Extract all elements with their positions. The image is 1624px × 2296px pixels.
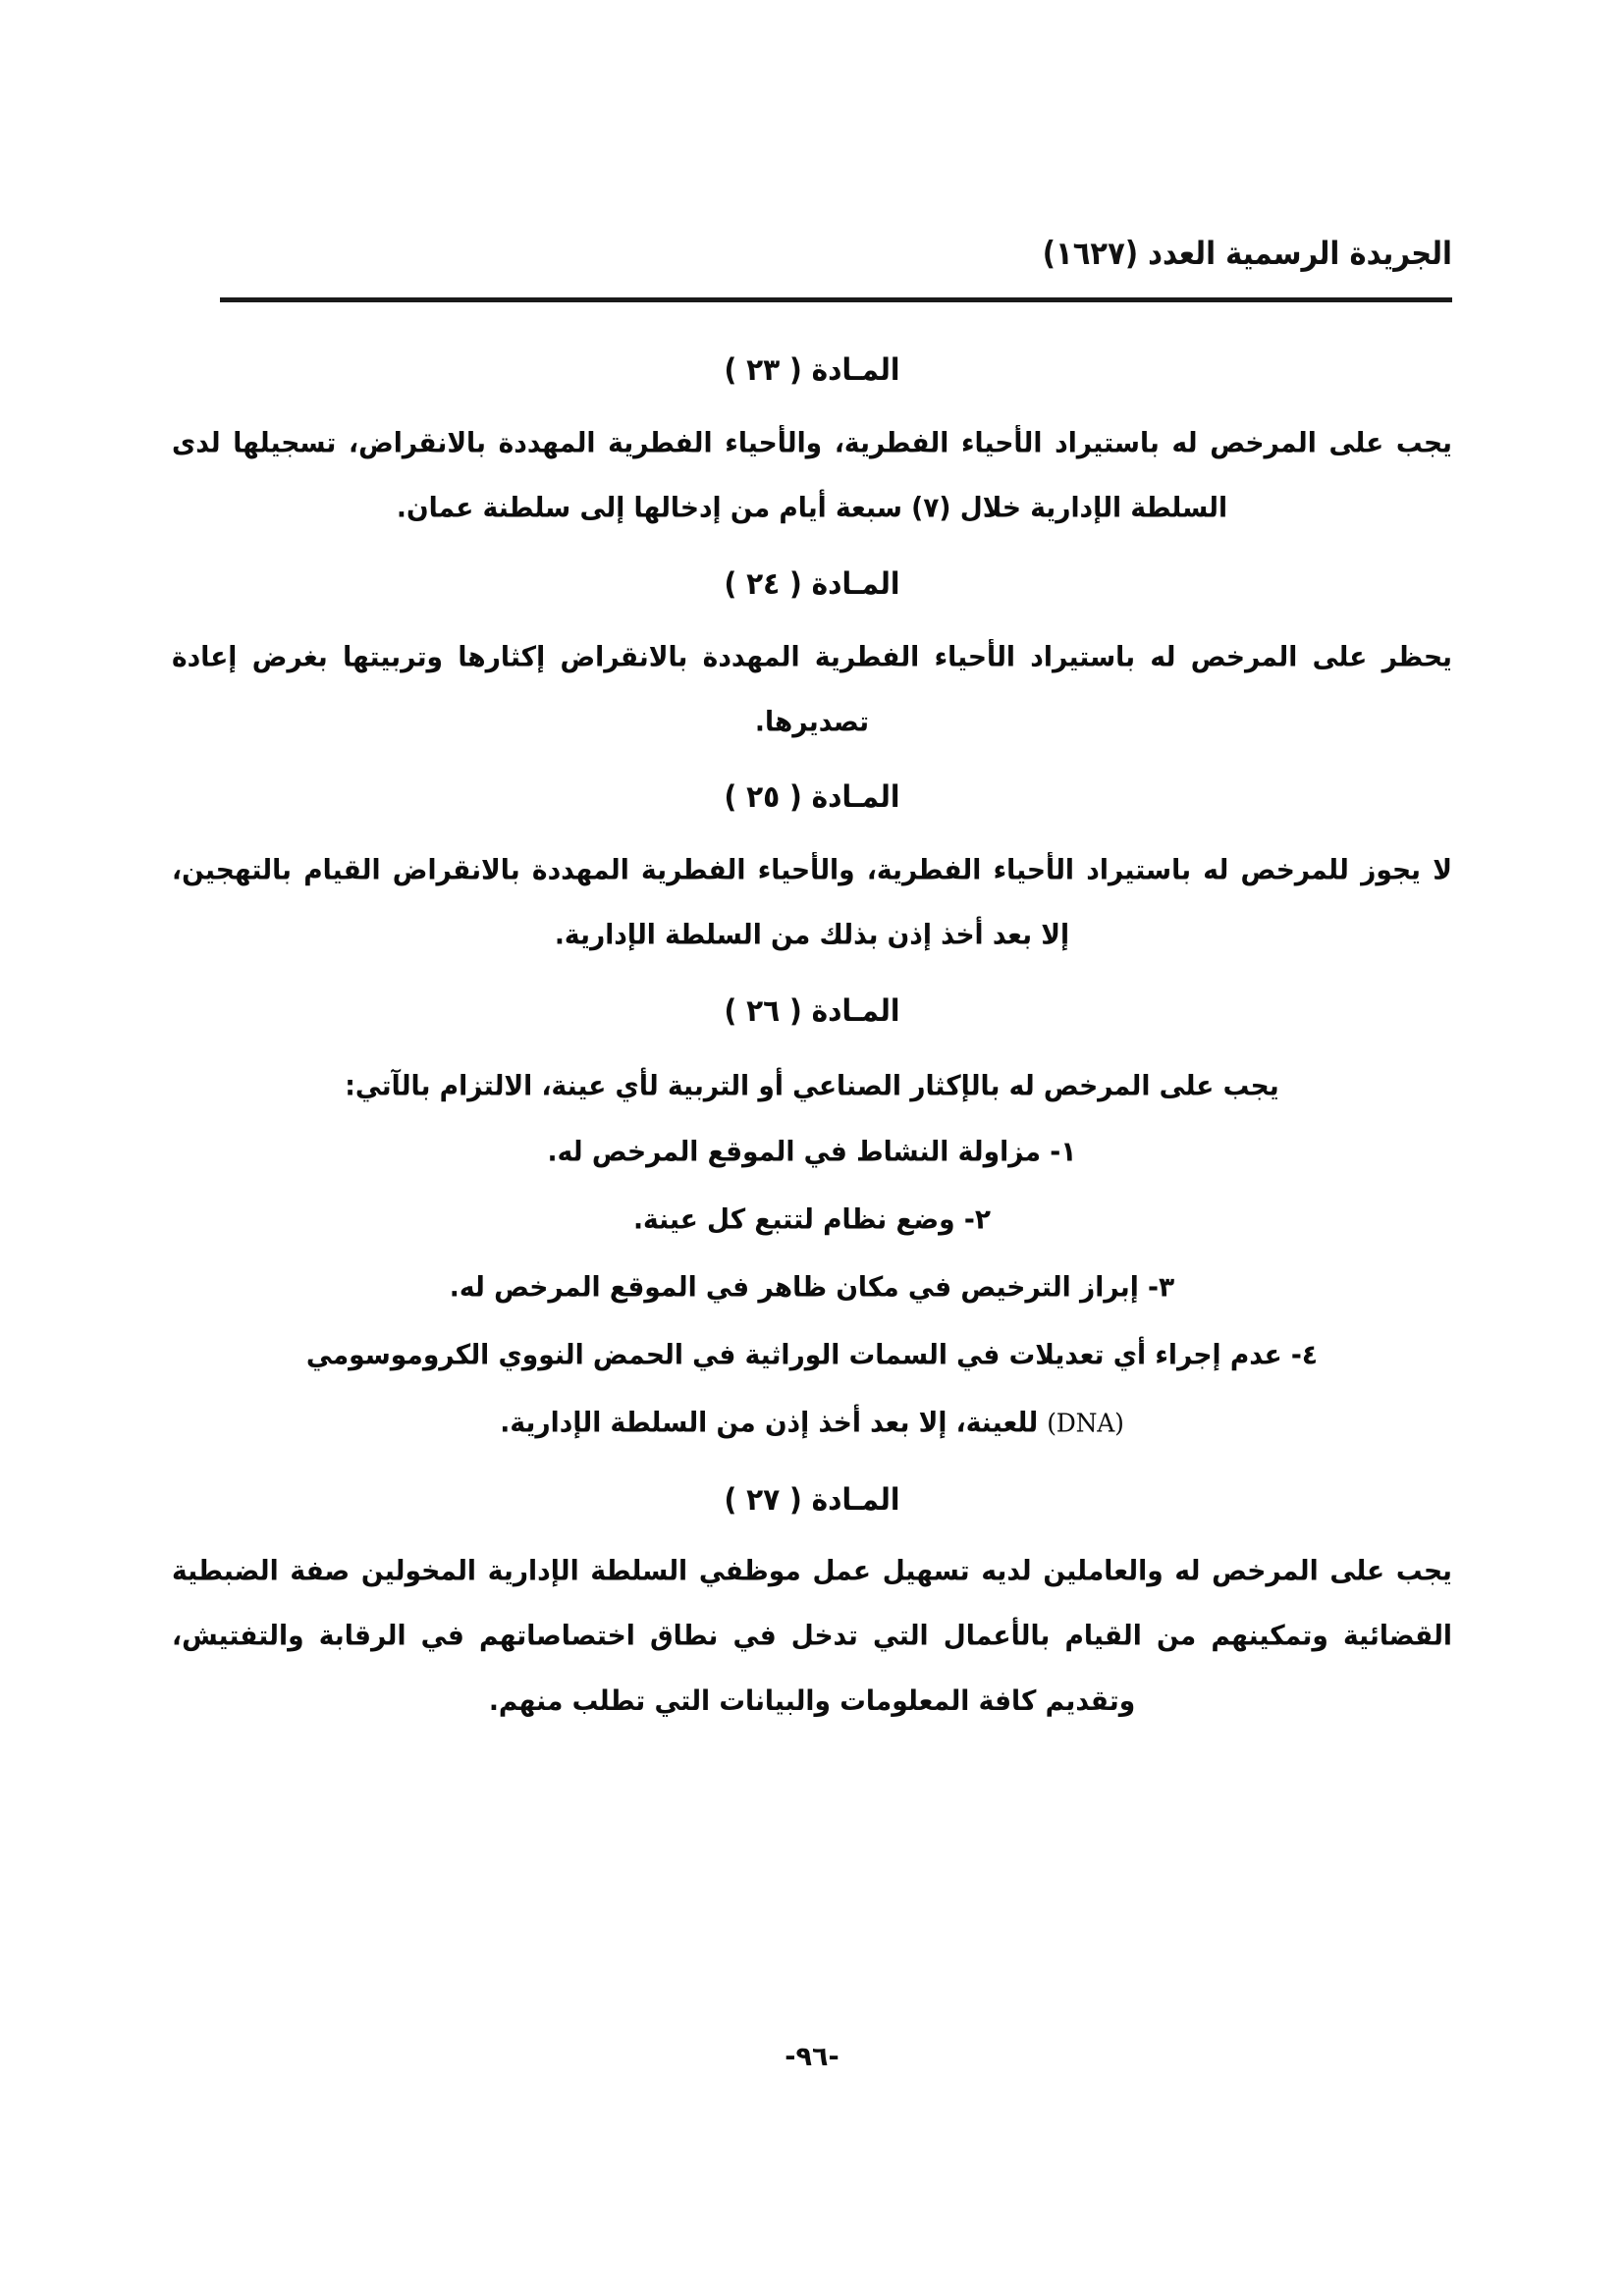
clause-item-line-one: ٤- عدم إجراء أي تعديلات في السمات الوراثية في الحمض النووي الكروموسومي [305, 1338, 1319, 1371]
gazette-title: الجريدة الرسمية العدد (١٦٢٧) [1042, 234, 1452, 273]
header-divider-rule [220, 297, 1452, 302]
article-paragraph: يحظر على المرخص له باستيراد الأحياء الفطرية المهددة بالانقراض إكثارها وتربيتها بغرض إعادة تصديرها. [172, 640, 1452, 738]
article-heading: المـادة ( ٢٥ ) [724, 778, 900, 815]
article-paragraph: يجب على المرخص له والعاملين لديه تسهيل عمل موظفي السلطة الإدارية المخولين صفة الضبطية القضائية وتمكينهم من القيام بالأعمال التي تدخل في نطاق اختصاصاتهم في الرقابة والتفتيش، وتقديم كافة المعلومات والبيانات التي تطلب منهم. [172, 1554, 1452, 1717]
clause-item [172, 1324, 1452, 1388]
clause-item: ٢- وضع نظام لتتبع كل عينة. [632, 1202, 992, 1236]
article-heading: المـادة ( ٢٦ ) [724, 991, 900, 1029]
clause-item: ١- مزاولة النشاط في الموقع المرخص له. [547, 1135, 1077, 1168]
clause-list [172, 1123, 1452, 1454]
article-heading: المـادة ( ٢٣ ) [724, 351, 900, 388]
clause-item: ٣- إبراز الترخيص في مكان ظاهر في الموقع المرخص له. [449, 1270, 1175, 1304]
article-block [172, 564, 1452, 752]
dna-abbreviation: (DNA) [1047, 1407, 1124, 1438]
article-heading: المـادة ( ٢٤ ) [724, 564, 900, 602]
page-number: -٩٦- [785, 2042, 839, 2072]
clause-item-continuation [172, 1392, 1452, 1456]
article-paragraph: يجب على المرخص له باستيراد الأحياء الفطرية، والأحياء الفطرية المهددة بالانقراض، تسجيلها لدى السلطة الإدارية خلال (٧) سبعة أيام من إدخالها إلى سلطنة عمان. [172, 427, 1452, 525]
article-block [172, 1480, 1452, 1729]
article-heading: المـادة ( ٢٧ ) [724, 1480, 900, 1518]
article-block [172, 780, 1452, 965]
article-intro-paragraph: يجب على المرخص له بالإكثار الصناعي أو التربية لأي عينة، الالتزام بالآتي: [345, 1069, 1279, 1102]
article-paragraph: لا يجوز للمرخص له باستيراد الأحياء الفطرية، والأحياء الفطرية المهددة بالانقراض القيام بالتهجين، إلا بعد أخذ إذن بذلك من السلطة الإدارية. [172, 854, 1452, 952]
article-block [172, 353, 1452, 538]
article-block [172, 991, 1452, 1454]
running-header [172, 234, 1452, 273]
document-body [172, 324, 1452, 1734]
clause-item-continuation-text: للعينة، إلا بعد أخذ إذن من السلطة الإدارية. [500, 1406, 1048, 1439]
